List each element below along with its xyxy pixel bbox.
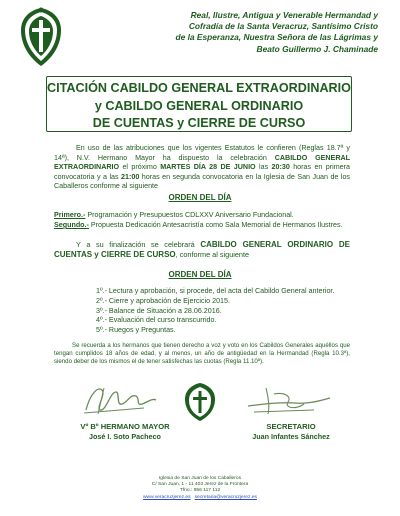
agenda-list-item: 4º.- Evaluación del curso transcurrido. xyxy=(96,316,217,325)
intro-text: En uso de las atribuciones que los vigentes Estatutos le confieren (Reglas 18.7ª y 14ª), N.V. Hermano Mayor ha dispuesto la celebración xyxy=(54,144,350,162)
intro-text: horas en primera convocatoria y a las xyxy=(54,163,350,181)
second-text: Y a su finalización se celebrará xyxy=(76,240,201,249)
agenda-list xyxy=(96,287,334,336)
intro-text: las xyxy=(255,163,272,172)
footer-line: Iglesia de San Juan de los Caballeros xyxy=(158,476,242,481)
right-signature xyxy=(244,384,334,418)
second-call-time: 21:00 xyxy=(121,172,140,181)
second-text: , conforme al siguiente xyxy=(175,250,250,259)
agenda-item-label: Segundo.- xyxy=(54,221,89,229)
footer-line: Tfno.: 956 117 112 xyxy=(179,488,221,494)
left-signature xyxy=(80,380,160,418)
first-call-time: 20:30 xyxy=(271,163,290,172)
agenda-item-text: Propuesta Dedicación Antesacristía como Sala Memorial de Hermanos Ilustres. xyxy=(88,221,343,229)
second-paragraph xyxy=(54,240,350,260)
footer-links xyxy=(0,495,400,501)
brotherhood-line: Beato Guillermo J. Chaminade xyxy=(256,43,378,54)
cross-emblem-icon xyxy=(18,6,64,68)
footer-line: C/ San Juan, 1 - 11 403 Jerez de la Frontera xyxy=(151,482,249,488)
intro-paragraph xyxy=(54,144,350,192)
agenda-item-label: Primero.- xyxy=(54,211,86,219)
president-name: José I. Soto Pacheco xyxy=(89,432,161,441)
title-line: y CABILDO GENERAL ORDINARIO xyxy=(94,98,304,113)
agenda-list-item: 3º.- Balance de Situación a 28.06.2016. xyxy=(96,306,222,315)
brotherhood-line: Cofradía de la Santa Veracruz, Santísimo Cristo xyxy=(188,21,378,32)
intro-bold: CABILDO GENERAL EXTRAORDINARIO xyxy=(54,153,350,172)
email-link[interactable]: secretaria@veracruzjerez.es xyxy=(194,494,257,500)
footer xyxy=(0,476,400,501)
agenda-item xyxy=(54,210,294,220)
agenda-list-item: 2º.- Cierre y aprobación de Ejercicio 2015. xyxy=(96,296,230,305)
document-title xyxy=(46,76,352,132)
agenda-heading: ORDEN DEL DÍA xyxy=(168,193,232,202)
meeting-date: MARTES DÍA 28 DE JUNIO xyxy=(160,163,256,172)
agenda-list-item: 1º.- Lectura y aprobación, si procede, del acta del Cabildo General anterior. xyxy=(96,287,335,295)
second-bold: CABILDO GENERAL ORDINARIO DE CUENTAS y CIERRE DE CURSO xyxy=(54,240,351,259)
title-line: DE CUENTAS y CIERRE DE CURSO xyxy=(92,116,306,130)
secretary-title: SECRETARIO xyxy=(266,422,316,431)
voting-rights-note: Se recuerda a los hermanos que tienen derecho a voz y voto en los Cabildos Generales aquéllos que tengan cumplidos 18 años de edad, y al menos, un año de antigüedad en la Hermandad (Regla 10.3ª), siendo deber de los mismos el de tener satisfechas las cuotas (Regla 11.10ª). xyxy=(54,342,350,365)
brotherhood-line: de la Esperanza, Nuestra Señora de las Lágrimas y xyxy=(175,32,378,43)
secretary-name: Juan Infantes Sánchez xyxy=(252,432,330,441)
intro-text: el próximo xyxy=(119,163,161,172)
brotherhood-name xyxy=(78,10,378,55)
intro-text: horas en segunda convocatoria en la Iglesia de San Juan de los Caballeros conforme al siguiente xyxy=(54,172,351,191)
agenda-item xyxy=(54,220,343,230)
agenda-list-item: 5º.- Ruegos y Preguntas. xyxy=(96,326,176,335)
agenda-heading: ORDEN DEL DÍA xyxy=(168,270,232,279)
website-link[interactable]: www.veracruzjerez.es xyxy=(143,494,191,500)
agenda-item-text: Programación y Presupuestos CDLXXV Aniversario Fundacional. xyxy=(85,211,294,219)
president-title: Vº Bº HERMANO MAYOR xyxy=(80,422,170,431)
cross-seal-icon xyxy=(183,382,217,422)
title-line: CITACIÓN CABILDO GENERAL EXTRAORDINARIO xyxy=(47,81,351,95)
brotherhood-line: Real, Ilustre, Antigua y Venerable Hermandad y xyxy=(190,10,378,20)
